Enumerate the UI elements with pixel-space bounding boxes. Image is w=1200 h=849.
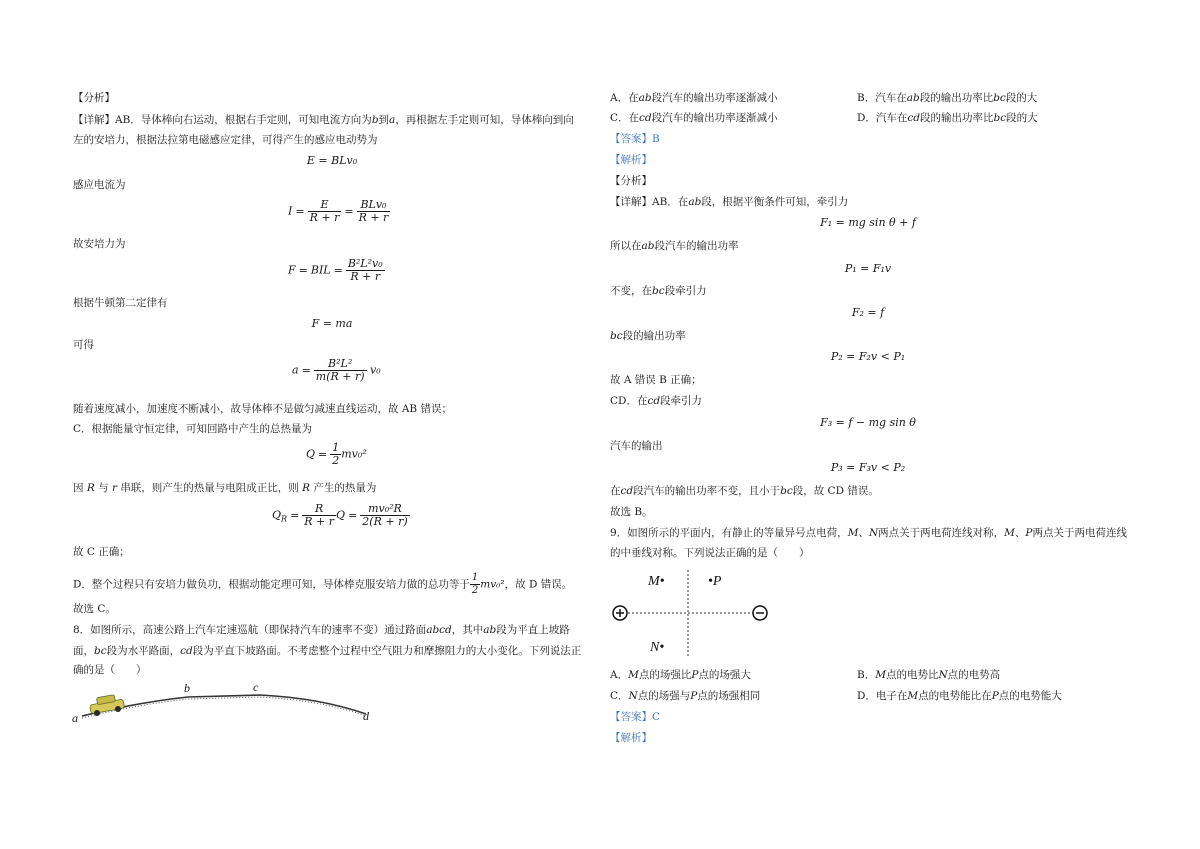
text: 所以在	[610, 240, 642, 252]
charge-figure	[608, 566, 778, 662]
var: bc	[993, 92, 1006, 104]
point-p-label: •P	[708, 574, 722, 589]
var: cd	[647, 395, 661, 407]
text: D．整个过程只有安培力做负功，根据动能定理可知，导体棒克服安培力做的总功等于	[73, 578, 470, 591]
text: 因	[73, 482, 84, 494]
equation-p2: P₂ = F₂v < P₁	[830, 350, 906, 363]
text: ，故 D 错误。	[504, 578, 573, 591]
var: cd	[907, 112, 921, 124]
var: P	[991, 690, 999, 702]
text: B．	[857, 669, 876, 681]
text: 串联，则产生的热量与电阻成正比，则	[120, 482, 299, 494]
option-8c	[610, 111, 778, 125]
var: P	[690, 690, 698, 702]
var: ab	[906, 92, 920, 104]
energy-paragraph: C．根据能量守恒定律，可知回路中产生的总热量为	[73, 423, 313, 435]
answer-9: 【答案】C	[610, 711, 661, 723]
text: A．在	[610, 92, 639, 104]
q9-line1: 9．如图所示的平面内，有静止的等量异号点电荷，M、N两点关于两电荷连线对称，M、P两点关于两电荷连线	[610, 527, 1127, 539]
text: 点的电势比	[885, 669, 939, 681]
choose-c: 故选 C。	[73, 603, 116, 615]
bc-power	[610, 329, 686, 343]
detail-8	[610, 195, 848, 209]
var: M	[1004, 527, 1015, 539]
text: 不变，在	[610, 285, 652, 297]
option-8b	[857, 91, 1037, 105]
text: A．	[610, 669, 629, 681]
text: 点的场强相同	[697, 690, 761, 702]
text: 点的场强大	[698, 669, 751, 681]
equation-heat: Q = $\frac{1}{2}$ mv₀²	[306, 441, 367, 467]
equation-newton: F = ma	[311, 317, 353, 330]
answer-8: 【答案】B	[610, 133, 660, 145]
detail-label: 【详解】	[73, 114, 115, 126]
text: 点的电势能比在	[918, 690, 992, 702]
text: 段汽车的输出功率	[654, 240, 739, 252]
cd-conclusion	[610, 484, 879, 498]
analysis-label: 【分析】	[73, 92, 115, 104]
get-label: 可得	[73, 339, 94, 351]
text: C．在	[610, 112, 640, 124]
text: 段汽车的输出功率逐渐减小	[651, 92, 778, 104]
bc-force	[610, 284, 707, 298]
text: ，其中	[451, 624, 484, 636]
equation-emf: E = BLv₀	[306, 154, 358, 167]
var: N	[938, 669, 948, 681]
var: M	[847, 527, 859, 539]
road-figure	[70, 680, 380, 730]
negative-charge-icon	[753, 606, 767, 620]
var: R	[86, 482, 95, 494]
text: 段的输出功率比	[919, 92, 994, 104]
text: 面，	[73, 645, 94, 657]
car-icon	[90, 695, 125, 716]
text: 段的输出功率比	[920, 112, 994, 124]
var: M	[628, 669, 639, 681]
equation-f3: F₃ = f − mg sin θ	[820, 416, 916, 429]
text: 段汽车的输出功率逐渐减小	[651, 112, 778, 124]
text: 段的输出功率	[622, 330, 686, 342]
text: 段为平直上坡路	[496, 624, 570, 636]
road-label-c: c	[253, 680, 259, 694]
var: M	[907, 690, 919, 702]
d-paragraph: D．整个过程只有安培力做负功，根据动能定理可知，导体棒克服安培力做的总功等于 $\frac{1}{2}$ mv₀²，故 D 错误。	[73, 572, 573, 596]
choose-b: 故选 B。	[610, 506, 653, 518]
option-9c	[610, 689, 760, 703]
var: N	[868, 527, 879, 539]
text: B．汽车在	[857, 92, 907, 104]
text: 段的大	[1005, 92, 1038, 104]
jiexi-9: 【解析】	[610, 732, 652, 744]
var: a	[389, 114, 396, 126]
text: 两点关于两电荷连线	[1032, 527, 1127, 539]
decrease-paragraph: 随着速度减小，加速度不断减小，故导体棒不是做匀减速直线运动，故 AB 错误；	[73, 403, 452, 415]
equation-acceleration: a = $\frac{\text{B²L²}}{m(R + r)}$ v₀	[292, 357, 381, 383]
var: bc	[993, 112, 1007, 124]
var: bc	[780, 485, 793, 497]
text: D．汽车在	[857, 112, 908, 124]
var: cd	[639, 112, 652, 124]
text: 段的大	[1006, 112, 1038, 124]
option-8a	[610, 91, 778, 105]
series-paragraph	[73, 481, 376, 495]
text: 段，故 CD 错误。	[792, 485, 879, 497]
var: M	[875, 669, 886, 681]
text: 段为水平路面，	[106, 645, 181, 657]
var: ab	[641, 240, 655, 252]
var: bc	[652, 285, 665, 297]
var: cd	[180, 645, 193, 657]
var: ab	[638, 92, 652, 104]
text: ，再根据左手定则可知，导体棒向到向	[395, 114, 574, 126]
detail-paragraph-line1	[73, 113, 574, 127]
equation-p1: P₁ = F₁v	[844, 262, 892, 275]
text: 产生的热量为	[313, 482, 377, 494]
text: 在	[610, 485, 621, 497]
power-ab	[610, 239, 738, 253]
var: r	[111, 482, 117, 494]
q8-line3: 确的是（ ）	[73, 664, 147, 676]
var: P	[691, 669, 699, 681]
option-9b	[857, 668, 1000, 682]
text: 点的场强比	[638, 669, 692, 681]
point-n-label: N•	[650, 640, 665, 655]
text: 点的场强与	[637, 690, 691, 702]
text: 段为平直下坡路面。不考虑整个过程中空气阻力和摩擦阻力的大小变化。下列说法正	[192, 645, 582, 657]
equation-p3: P₃ = F₃v < P₂	[830, 461, 906, 474]
equation-heat-r: $Q_R$ = $\frac{R}{R + r}$ Q = $\frac{\text{mv₀²R}}{2(R + r)}$	[272, 502, 408, 528]
var: N	[628, 690, 638, 702]
text: 段牵引力	[660, 395, 703, 407]
var: b	[371, 114, 379, 126]
positive-charge-icon	[613, 606, 627, 620]
option-9a	[610, 668, 751, 682]
road-label-a: a	[72, 711, 78, 725]
text: 段牵引力	[664, 285, 707, 297]
text: C．	[610, 690, 629, 702]
detail-paragraph-line2: 左的安培力，根据法拉第电磁感应定律，可得产生的感应电动势为	[73, 134, 378, 146]
var: bc	[610, 330, 623, 342]
equation-f1: F₁ = mg sin θ + f	[820, 216, 916, 229]
text: 到	[378, 114, 390, 126]
q8-line2	[73, 644, 581, 658]
road-label-b: b	[184, 681, 190, 695]
equation-current: I = $\frac{E}{R + r}$ = $\frac{\text{BLv₀}}{R + r}$	[288, 198, 389, 224]
force-label: 故安培力为	[73, 238, 126, 250]
text: 【详解】AB．在	[610, 196, 689, 208]
analysis-8: 【分析】	[610, 175, 652, 187]
text: 两点关于两电荷连线对称，	[878, 527, 1005, 539]
text: AB．导体棒向右运动，根据右手定则，可知电流方向为	[115, 114, 372, 126]
equation-f2: F₂ = f	[851, 306, 885, 319]
text: 段，根据平衡条件可知，牵引力	[701, 196, 849, 208]
text: 8．如图所示，高速公路上汽车定速巡航（即保持汽车的速率不变）通过路面	[73, 624, 427, 636]
q9-line2: 的中垂线对称。下列说法正确的是（ ）	[610, 547, 810, 559]
option-9d	[857, 689, 1062, 703]
var: cd	[620, 485, 634, 497]
text: CD．在	[610, 395, 648, 407]
car-output: 汽车的输出	[610, 440, 663, 452]
text: 点的电势高	[947, 669, 1001, 681]
var: R	[302, 482, 311, 494]
jiexi-8: 【解析】	[610, 154, 652, 166]
q8-line1	[73, 623, 570, 637]
var: abcd	[426, 624, 452, 636]
a-wrong: 故 A 错误 B 正确；	[610, 374, 702, 386]
c-correct: 故 C 正确；	[73, 546, 130, 558]
text: D．电子在	[857, 690, 908, 702]
newton-label: 根据牛顿第二定律有	[73, 297, 168, 309]
point-m-label: M•	[648, 574, 665, 589]
text: 段汽车的输出功率不变，且小于	[633, 485, 781, 497]
equation-force: F = BIL = $\frac{\text{B²L²v₀}}{R + r}$	[288, 257, 383, 283]
var: ab	[483, 624, 497, 636]
var: P	[1025, 527, 1033, 539]
current-label: 感应电流为	[73, 179, 126, 191]
var: bc	[94, 645, 107, 657]
text: 点的电势能大	[998, 690, 1062, 702]
cd-force	[610, 394, 702, 408]
road-label-d: d	[363, 709, 369, 723]
text: 与	[98, 482, 109, 494]
text: 9．如图所示的平面内，有静止的等量异号点电荷，	[610, 527, 848, 539]
var: ab	[688, 196, 702, 208]
option-8d	[857, 111, 1038, 125]
